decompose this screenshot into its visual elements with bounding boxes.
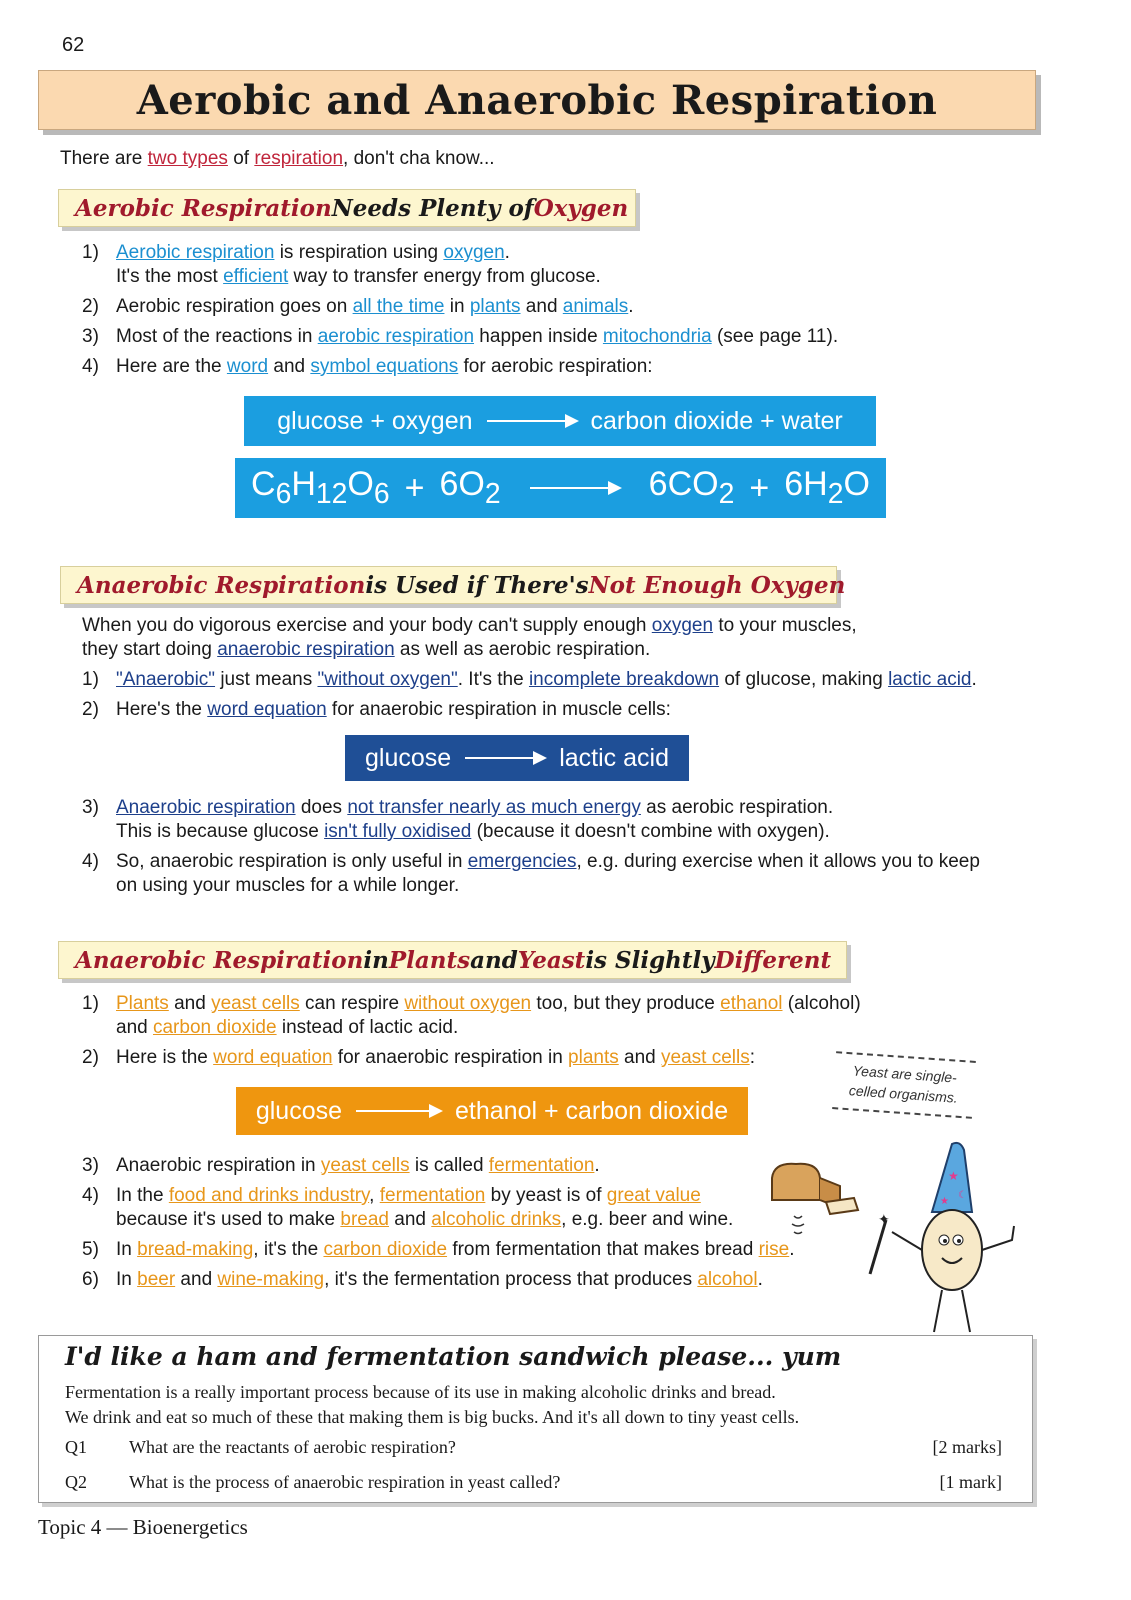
anaerobic-list [82,613,1082,725]
aerobic-list [82,238,1042,382]
aerobic-word-equation: glucose + oxygen carbon dioxide + water [244,396,876,446]
list-item: 3) Anaerobic respiration in yeast cells is called fermentation. [82,1155,600,1176]
question-row: Q1 What are the reactants of aerobic respiration? [2 marks] [65,1437,1002,1457]
arrow-icon [487,420,577,422]
anaerobic-word-equation: glucose lactic acid [345,735,689,781]
anaerobic-list-2 [82,793,1082,901]
list-item: 4) So, anaerobic respiration is only useful in emergencies, e.g. during exercise when it allows you to keep [82,851,980,872]
section-heading-anaerobic: Anaerobic Respiration is Used if There's Not Enough Oxygen [60,566,837,604]
footer-topic: Topic 4 — Bioenergetics [38,1515,248,1539]
list-item-cont: This is because glucose isn't fully oxidised (because it doesn't combine with oxygen). [116,821,830,842]
question-row: Q2 What is the process of anaerobic respiration in yeast called? [1 mark] [65,1472,1002,1492]
list-item: 4) Here are the word and symbol equations for aerobic respiration: [82,356,653,377]
yeast-list-2 [82,1151,842,1295]
paragraph: When you do vigorous exercise and your body can't supply enough oxygen to your muscles, [82,615,857,636]
yeast-word-equation: glucose ethanol + carbon dioxide [236,1087,748,1135]
arrow-icon [356,1110,441,1112]
list-item: 3) Anaerobic respiration does not transfer nearly as much energy as aerobic respiration. [82,797,834,818]
list-item: 1) Plants and yeast cells can respire without oxygen too, but they produce ethanol (alcohol) [82,993,861,1014]
summary-text: We drink and eat so much of these that making them is big bucks. And it's all down to tiny yeast cells. [65,1407,800,1427]
list-item: 1) "Anaerobic" just means "without oxygen". It's the incomplete breakdown of glucose, making lactic acid. [82,669,977,690]
yeast-note: Yeast are single- celled organisms. [832,1051,976,1119]
intro-text: There are two types of respiration, don't cha know... [60,148,495,169]
list-item: 3) Most of the reactions in aerobic respiration happen inside mitochondria (see page 11). [82,326,839,347]
list-item: 2) Here is the word equation for anaerobic respiration in plants and yeast cells: [82,1047,755,1068]
list-item: 2) Here's the word equation for anaerobic respiration in muscle cells: [82,699,671,720]
list-item: 2) Aerobic respiration goes on all the time in plants and animals. [82,296,634,317]
arrow-icon [465,757,545,759]
bread-icon [766,1158,866,1238]
list-item-cont: and carbon dioxide instead of lactic acid. [116,1017,459,1038]
summary-text: Fermentation is a really important process because of its use in making alcoholic drinks and bread. [65,1382,776,1402]
section-heading-aerobic: Aerobic Respiration Needs Plenty of Oxygen [58,189,636,227]
list-item: 1) Aerobic respiration is respiration using oxygen. [82,242,510,263]
title-banner [38,70,1036,130]
list-item: 6) In beer and wine-making, it's the fermentation process that produces alcohol. [82,1269,763,1290]
keyword: respiration [254,148,344,169]
list-item-cont: It's the most efficient way to transfer energy from glucose. [116,266,601,287]
page-number: 62 [62,34,85,56]
section-heading-plants-yeast: Anaerobic Respiration in Plants and Yeast is Slightly Different [58,941,847,979]
summary-title: I'd like a ham and fermentation sandwich please... yum [65,1342,842,1371]
list-item-cont: because it's used to make bread and alcoholic drinks, e.g. beer and wine. [116,1209,734,1230]
arrow-icon [530,487,620,489]
summary-box [38,1335,1033,1503]
svg-text:★: ★ [948,1169,959,1183]
list-item-cont: on using your muscles for a while longer. [116,875,460,896]
paragraph: they start doing anaerobic respiration as well as aerobic respiration. [82,639,651,660]
page-title: Aerobic and Anaerobic Respiration [136,76,938,124]
svg-text:✦: ✦ [878,1212,890,1228]
aerobic-symbol-equation: $C_6H_{12}O_6$ + $6O_2$ $6CO_2$ + $6H_2O$ [235,458,886,518]
svg-text:★: ★ [940,1196,949,1207]
keyword: two types [147,148,228,169]
list-item: 4) In the food and drinks industry, fermentation by yeast is of great value [82,1185,701,1206]
svg-text:☾: ☾ [958,1190,967,1201]
list-item: 5) In bread-making, it's the carbon dioxide from fermentation that makes bread rise. [82,1239,795,1260]
wizard-character-icon [862,1140,1032,1335]
